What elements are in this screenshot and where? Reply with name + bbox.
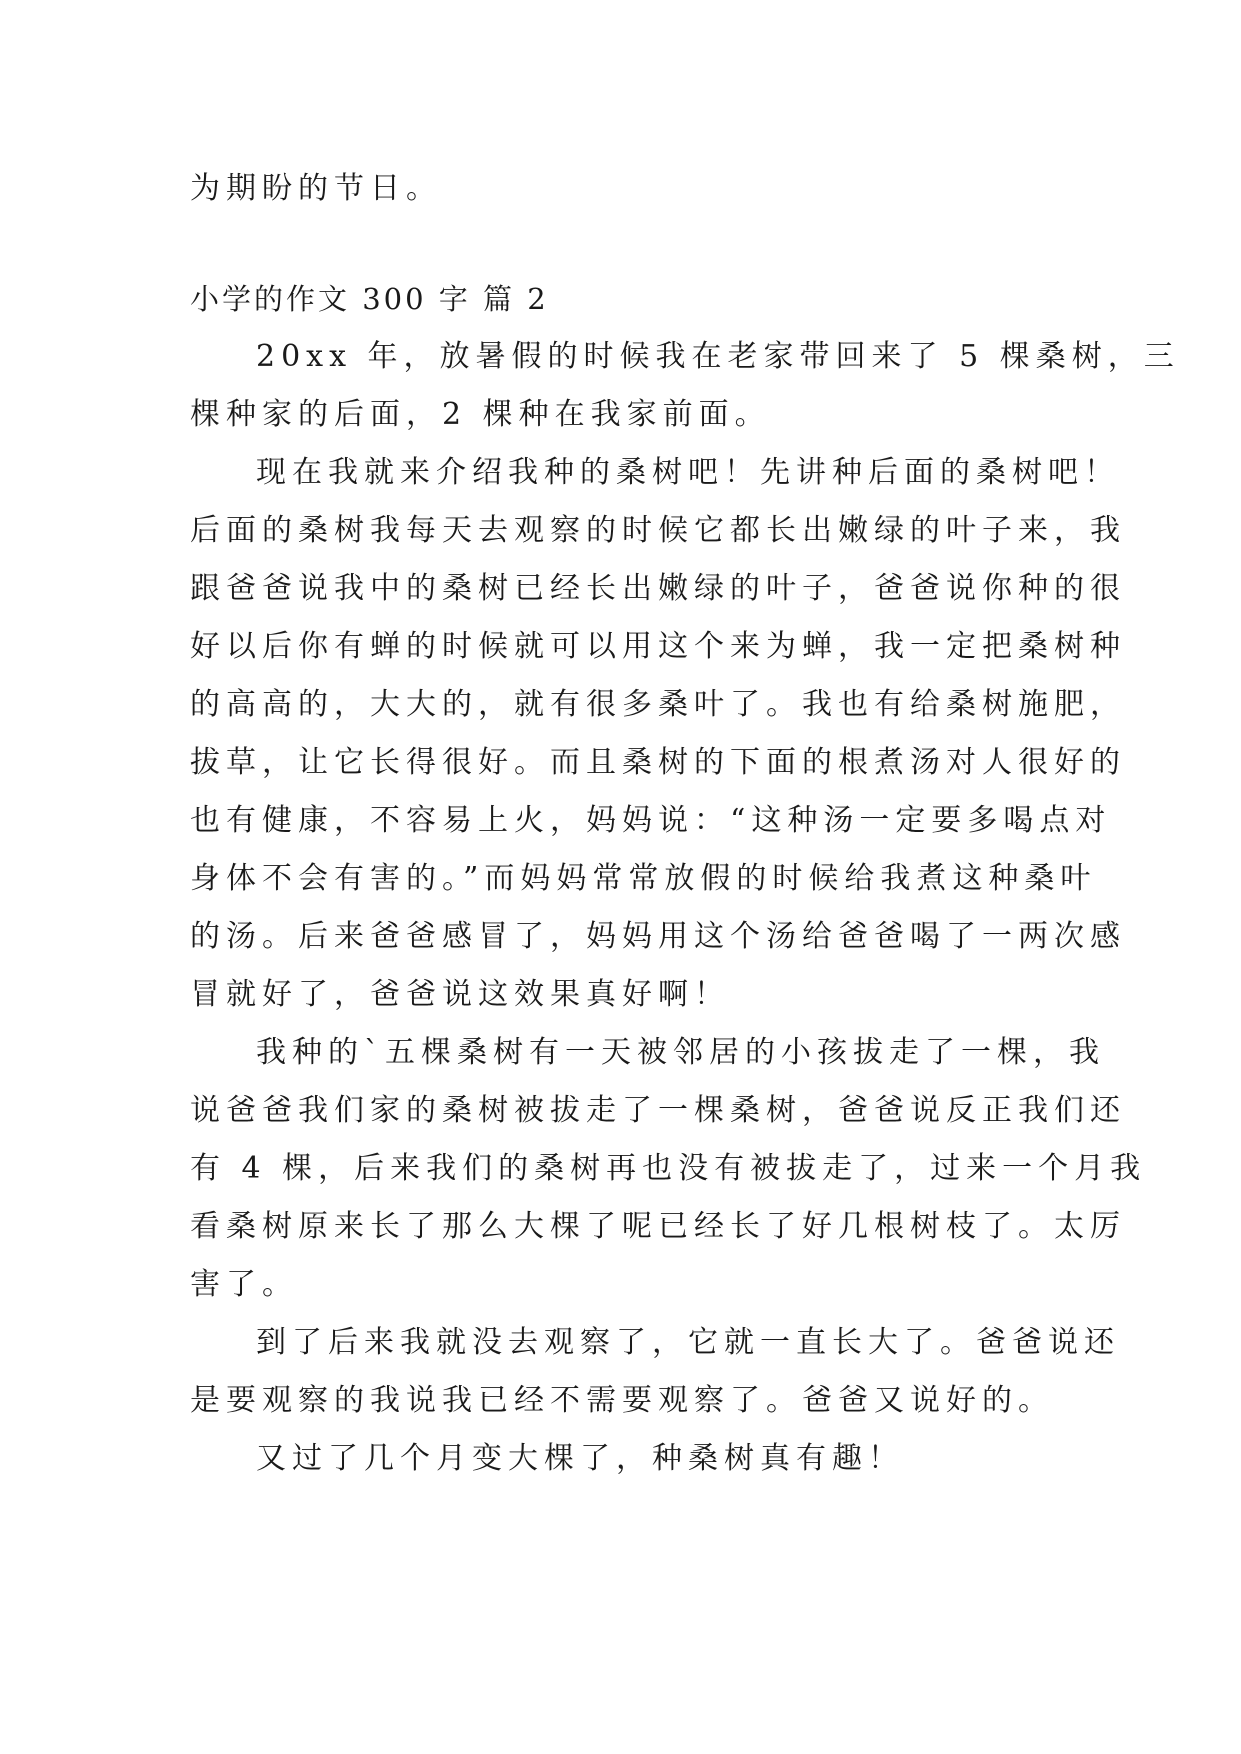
text-line: 看桑树原来长了那么大棵了呢已经长了好几根树枝了。太厉 [190,1209,1126,1244]
paragraph-5 [190,1430,1070,1488]
section-heading: 小学的作文 300 字 篇 2 [190,282,549,316]
text-line: 后面的桑树我每天去观察的时候它都长出嫩绿的叶子来，我 [190,513,1126,548]
text-line: 到了后来我就没去观察了，它就一直长大了。爸爸说还 [256,1325,1120,1360]
text-line: 我种的`五棵桑树有一天被邻居的小孩拔走了一棵，我 [256,1035,1105,1070]
document-page [190,160,1180,1488]
text-line: 又过了几个月变大棵了，种桑树真有趣！ [256,1441,904,1476]
text-line: 现在我就来介绍我种的桑树吧！先讲种后面的桑树吧！ [256,455,1120,490]
text-line: 为期盼的节日。 [190,171,442,206]
text-line: 的高高的，大大的，就有很多桑叶了。我也有给桑树施肥， [190,687,1126,722]
text-line: 20xx 年，放暑假的时候我在老家带回来了 5 棵桑树，三 [256,339,1180,374]
text-line: 有 4 棵，后来我们的桑树再也没有被拔走了，过来一个月我 [190,1151,1147,1186]
text-line: 冒就好了，爸爸说这效果真好啊！ [190,977,730,1012]
text-line: 是要观察的我说我已经不需要观察了。爸爸又说好的。 [190,1383,1054,1418]
paragraph-3 [190,1024,1147,1314]
text-line: 拔草，让它长得很好。而且桑树的下面的根煮汤对人很好的 [190,745,1126,780]
paragraph-4 [190,1314,1120,1430]
text-line: 说爸爸我们家的桑树被拔走了一棵桑树，爸爸说反正我们还 [190,1093,1126,1128]
paragraph-1 [190,328,1180,444]
paragraph-gap [190,218,1070,270]
text-line: 身体不会有害的。”而妈妈常常放假的时候给我煮这种桑叶 [190,861,1097,896]
text-line: 跟爸爸说我中的桑树已经长出嫩绿的叶子，爸爸说你种的很 [190,571,1126,606]
text-line: 好以后你有蝉的时候就可以用这个来为蝉，我一定把桑树种 [190,629,1126,664]
text-line: 的汤。后来爸爸感冒了，妈妈用这个汤给爸爸喝了一两次感 [190,919,1126,954]
text-line: 也有健康，不容易上火，妈妈说：“这种汤一定要多喝点对 [190,803,1112,838]
text-line: 害了。 [190,1267,298,1302]
paragraph-2 [190,444,1126,1024]
text-line: 棵种家的后面，2 棵种在我家前面。 [190,397,771,432]
